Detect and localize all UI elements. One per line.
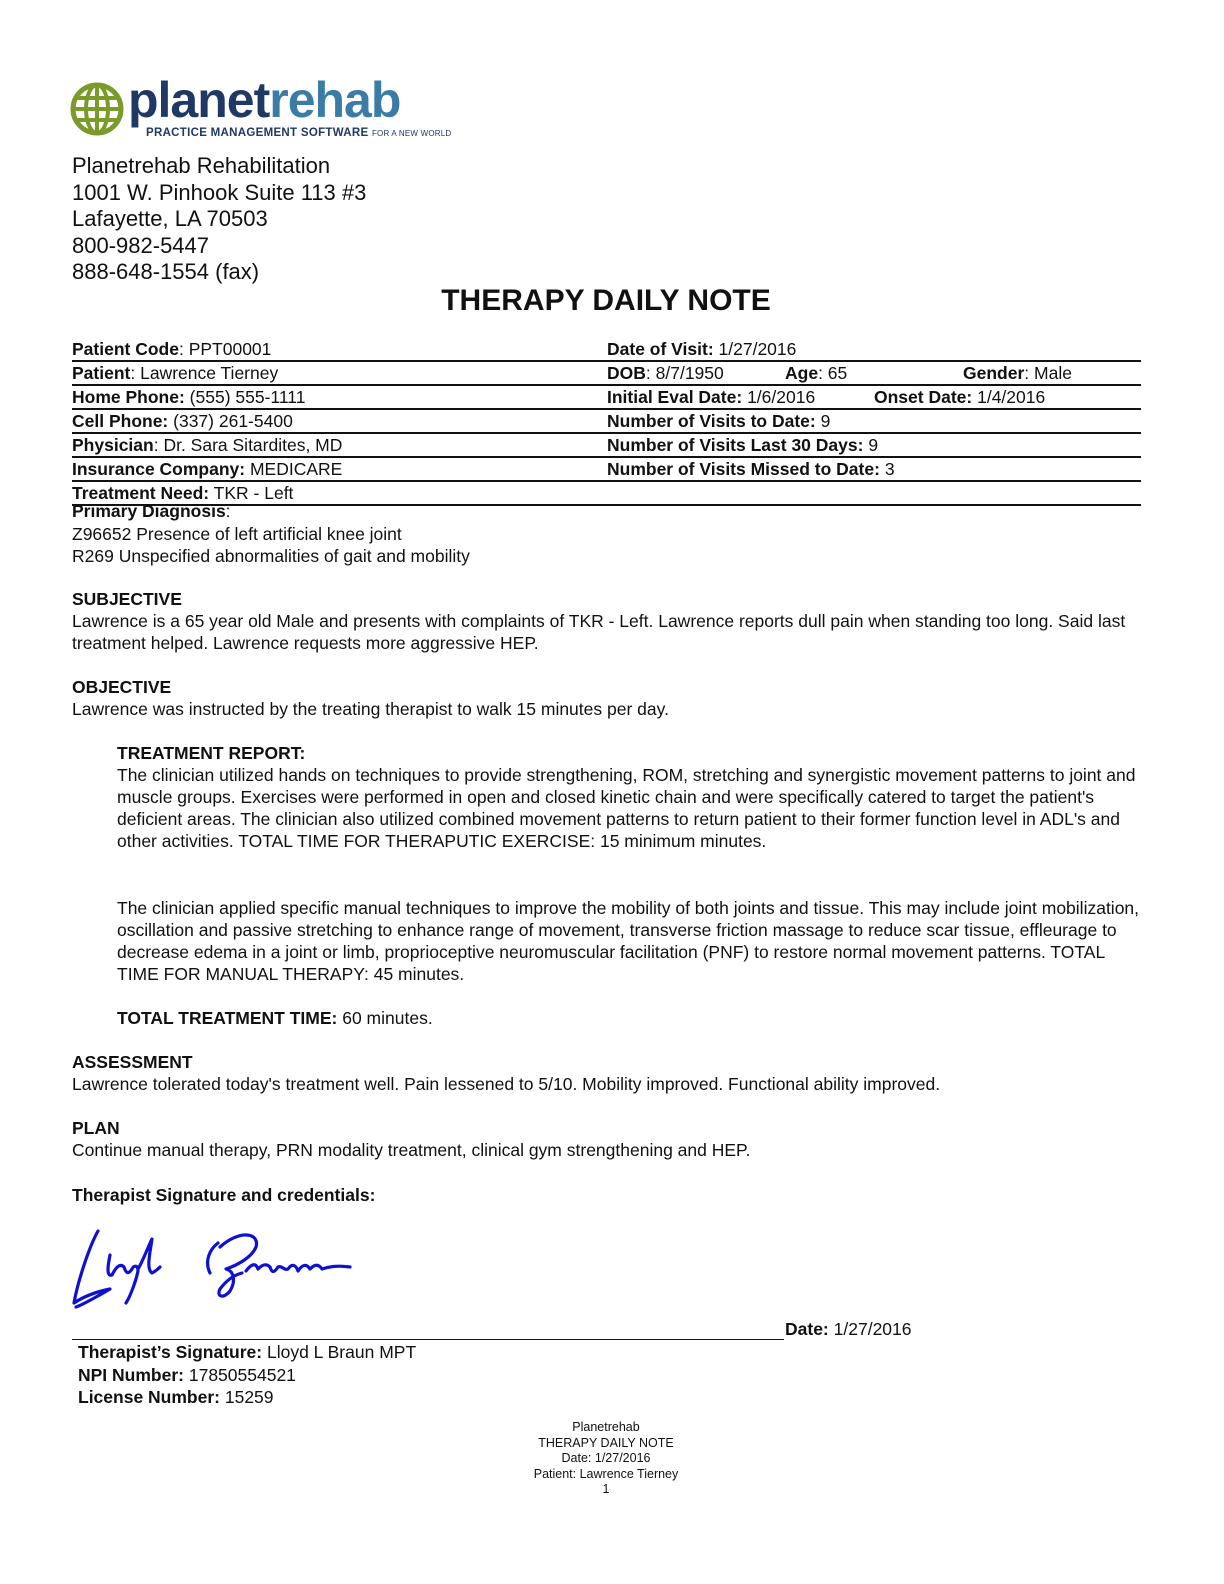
plan-heading: PLAN (72, 1118, 120, 1138)
diagnosis-item: R269 Unspecified abnormalities of gait and mobility (72, 546, 470, 566)
treatment-paragraph-manual: The clinician applied specific manual techniques to improve the mobility of both joints and tissue. This may include joint mobilization, oscillation and passive stretching to enhance range of movement, transverse friction massage to reduce scar tissue, effleurage to decrease edema in a joint or limb, proprioceptive neuromuscular facilitation (PNF) to restore normal movement patterns. TOTAL TIME FOR MANUAL THERAPY: 45 minutes. (117, 898, 1140, 984)
patient-info-table (72, 338, 1141, 506)
treatment-paragraph-exercise: The clinician utilized hands on techniques to provide strengthening, ROM, stretching and synergistic movement patterns to joint and muscle groups. Exercises were performed in open and closed kinetic chain and were specifically catered to target the patient's deficient areas. The clinician also utilized combined movement patterns to return patient to their former function level in ADL's and other activities. TOTAL TIME FOR THERAPUTIC EXERCISE: 15 minimum minutes. (117, 765, 1136, 851)
date-of-visit-field: Date of Visit: 1/27/2016 (607, 339, 797, 359)
clinic-address (72, 153, 366, 286)
primary-diagnosis (72, 500, 470, 568)
home-phone-field: Home Phone: (555) 555-1111 (72, 387, 306, 407)
clinic-name: Planetrehab Rehabilitation (72, 153, 331, 178)
patient-name-field: Patient: Lawrence Tierney (72, 363, 279, 383)
eval-onset-group (607, 386, 1141, 408)
cell-phone-field: Cell Phone: (337) 261-5400 (72, 411, 293, 431)
insurance-field: Insurance Company: MEDICARE (72, 459, 343, 479)
diagnosis-label: Primary Diagnosis: (72, 501, 231, 521)
logo-tagline: PRACTICE MANAGEMENT SOFTWARE FOR A NEW WORLD (146, 127, 452, 139)
info-row (72, 386, 1141, 410)
planetrehab-logo (70, 72, 470, 144)
license-number-field: License Number: 15259 (78, 1387, 274, 1407)
clinic-address-line2: Lafayette, LA 70503 (72, 206, 268, 231)
initial-eval-field: Initial Eval Date: 1/6/2016 (607, 387, 816, 407)
signature-heading-section (72, 1184, 1147, 1206)
total-treatment-line: TOTAL TREATMENT TIME: 60 minutes. (117, 1008, 433, 1028)
document-title: THERAPY DAILY NOTE (441, 284, 771, 317)
assessment-heading: ASSESSMENT (72, 1052, 193, 1072)
visits-missed-field: Number of Visits Missed to Date: 3 (607, 459, 895, 479)
footer-company: Planetrehab (572, 1420, 640, 1434)
objective-section (72, 676, 1147, 720)
plan-text: Continue manual therapy, PRN modality treatment, clinical gym strengthening and HEP. (72, 1140, 751, 1160)
plan-section (72, 1117, 1147, 1161)
visits-last-30-field: Number of Visits Last 30 Days: 9 (607, 435, 879, 455)
info-row (72, 434, 1141, 458)
diagnosis-item: Z96652 Presence of left artificial knee joint (72, 523, 402, 544)
clinic-phone: 800-982-5447 (72, 232, 210, 258)
page-footer (0, 1420, 1212, 1498)
globe-icon (70, 82, 124, 136)
treatment-manual-section (117, 897, 1147, 985)
patient-code-field: Patient Code: PPT00001 (72, 339, 272, 359)
subjective-section (72, 588, 1147, 654)
npi-number-field: NPI Number: 17850554521 (78, 1364, 296, 1385)
signature-line (72, 1339, 784, 1340)
treatment-report-section (117, 742, 1147, 852)
onset-date-field: Onset Date: 1/4/2016 (874, 387, 1046, 407)
physician-field: Physician: Dr. Sara Sitardites, MD (72, 435, 343, 455)
total-treatment-time (117, 1007, 1147, 1029)
dob-field: DOB: 8/7/1950 (607, 363, 724, 383)
info-row (72, 458, 1141, 482)
treatment-report-heading: TREATMENT REPORT: (117, 743, 306, 763)
info-row (72, 338, 1141, 362)
footer-date: Date: 1/27/2016 (561, 1451, 651, 1465)
clinic-address-line1: 1001 W. Pinhook Suite 113 #3 (72, 179, 367, 205)
objective-heading: OBJECTIVE (72, 677, 172, 697)
therapist-signature-field: Therapist’s Signature: Lloyd L Braun MPT (78, 1342, 417, 1362)
handwritten-signature (70, 1225, 360, 1315)
assessment-text: Lawrence tolerated today's treatment well. Pain lessened to 5/10. Mobility improved. Functional ability improved. (72, 1074, 941, 1094)
signature-heading: Therapist Signature and credentials: (72, 1185, 376, 1205)
empty-cell (607, 482, 1141, 504)
signature-date: Date: 1/27/2016 (785, 1319, 912, 1339)
gender-field: Gender: Male (963, 363, 1072, 383)
treatment-need-field: Treatment Need: TKR - Left (72, 483, 294, 503)
assessment-section (72, 1051, 1147, 1095)
age-field: Age: 65 (785, 363, 848, 383)
footer-patient: Patient: Lawrence Tierney (533, 1466, 679, 1481)
info-row (72, 410, 1141, 434)
visits-to-date-field: Number of Visits to Date: 9 (607, 411, 831, 431)
page-number: 1 (602, 1482, 610, 1496)
therapist-info (78, 1341, 416, 1409)
subjective-heading: SUBJECTIVE (72, 589, 182, 609)
dob-age-gender-group (607, 362, 1141, 384)
subjective-text: Lawrence is a 65 year old Male and presents with complaints of TKR - Left. Lawrence reports dull pain when standing too long. Said last treatment helped. Lawrence requests more aggressive HEP. (72, 611, 1126, 653)
clinic-fax: 888-648-1554 (fax) (72, 259, 260, 284)
info-row (72, 362, 1141, 386)
objective-text: Lawrence was instructed by the treating therapist to walk 15 minutes per day. (72, 699, 669, 719)
logo-wordmark: planetrehab (128, 72, 401, 128)
footer-title: THERAPY DAILY NOTE (538, 1435, 674, 1450)
